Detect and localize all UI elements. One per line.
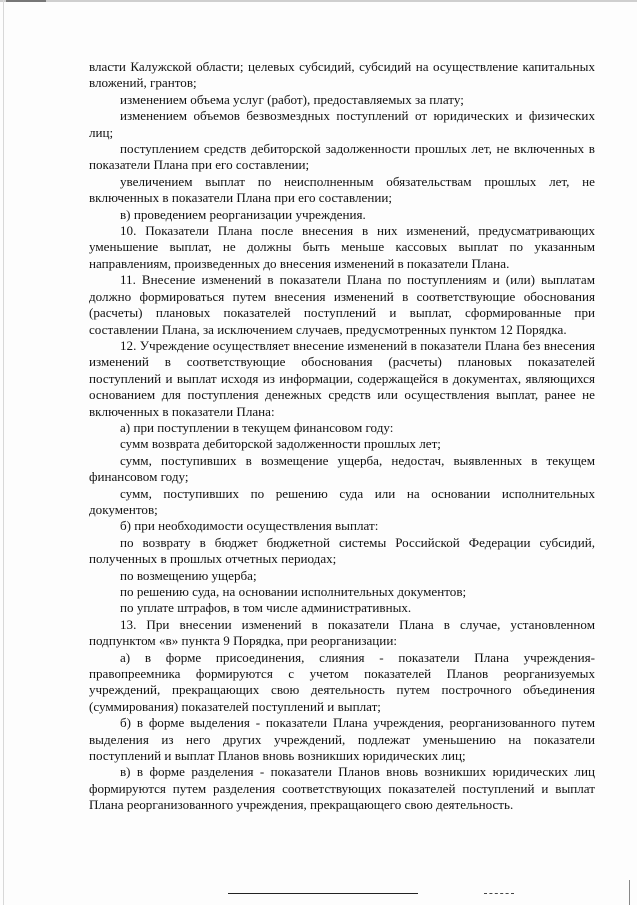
paragraph: в) в форме разделения - показатели Планов вновь возникших юридических лиц формируются путем разделения соответствующих показателей поступлений и выплат Плана реорганизованного учреждения, прекращающего свою деятельность. — [89, 764, 595, 813]
paragraph: по возмещению ущерба; — [120, 567, 257, 583]
paragraph: 11. Внесение изменений в показатели Плана по поступлениям и (или) выплатам должно формироваться путем внесения изменений в соответствующие обоснования (расчеты) плановых показателей поступлений и выплат, сформированные при составлении Плана, за исключением случаев, предусмотренных пунктом 12 Порядка. — [89, 272, 595, 337]
paragraph: 10. Показатели Плана после внесения в них изменений, предусматривающих уменьшение выплат, не должны быть меньше кассовых выплат по указанным направлениям, произведенных до внесения изменений в показатели Плана. — [89, 223, 595, 271]
document-body — [89, 59, 595, 814]
paragraph: в) проведением реорганизации учреждения. — [120, 206, 366, 222]
paragraph: сумм, поступивших в возмещение ущерба, недостач, выявленных в текущем финансовом году; — [89, 452, 595, 485]
paragraph: а) в форме присоединения, слияния - показатели Плана учреждения-правопреемника формируются с учетом показателей Планов реорганизуемых учреждений, прекращающих свою деятельность путем построчного объединения (суммирования) показателей поступлений и выплат; — [89, 649, 595, 714]
paragraph: 13. При внесении изменений в показатели Плана в случае, установленном подпунктом «в» пункта 9 Порядка, при реорганизации: — [89, 616, 595, 649]
scan-edge-left — [3, 0, 4, 905]
paragraph: по возврату в бюджет бюджетной системы Российской Федерации субсидий, полученных в прошлых отчетных периодах; — [89, 534, 595, 567]
paragraph: 12. Учреждение осуществляет внесение изменений в показатели Плана без внесения изменений в соответствующие обоснования (расчеты) плановых показателей поступлений и выплат исходя из информации, содержащейся в документах, являющихся основанием для поступления денежных средств или осуществления выплат, ранее не включенных в показатели Плана: — [89, 337, 595, 419]
paragraph: власти Калужской области; целевых субсидий, субсидий на осуществление капитальных вложений, грантов; — [89, 59, 595, 91]
footer-rule — [228, 893, 418, 894]
scan-mark-top — [6, 0, 46, 2]
paragraph: поступлением средств дебиторской задолженности прошлых лет, не включенных в показатели Плана при его составлении; — [89, 141, 595, 173]
paragraph: изменением объема услуг (работ), предоставляемых за плату; — [120, 91, 464, 107]
paragraph: увеличением выплат по неисполненным обязательствам прошлых лет, не включенных в показатели Плана при его составлении; — [89, 173, 595, 206]
paragraph: по решению суда, на основании исполнительных документов; — [120, 584, 467, 599]
paragraph: сумм возврата дебиторской задолженности прошлых лет; — [120, 436, 441, 452]
paragraph: а) при поступлении в текущем финансовом году: — [120, 419, 394, 435]
scan-mark-right — [629, 880, 630, 905]
footer-dash — [484, 893, 514, 895]
paragraph: сумм, поступивших по решению суда или на основании исполнительных документов; — [89, 485, 595, 517]
paragraph: по уплате штрафов, в том числе административных. — [120, 600, 412, 616]
paragraph: б) в форме выделения - показатели Плана учреждения, реорганизованного путем выделения из него других учреждений, подлежат уменьшению на показатели поступлений и выплат Планов вновь возникших юридических лиц; — [89, 715, 595, 764]
paragraph: б) при необходимости осуществления выплат: — [120, 518, 379, 534]
paragraph: изменением объемов безвозмездных поступлений от юридических и физических лиц; — [89, 108, 595, 140]
scan-edge-top — [0, 0, 637, 2]
